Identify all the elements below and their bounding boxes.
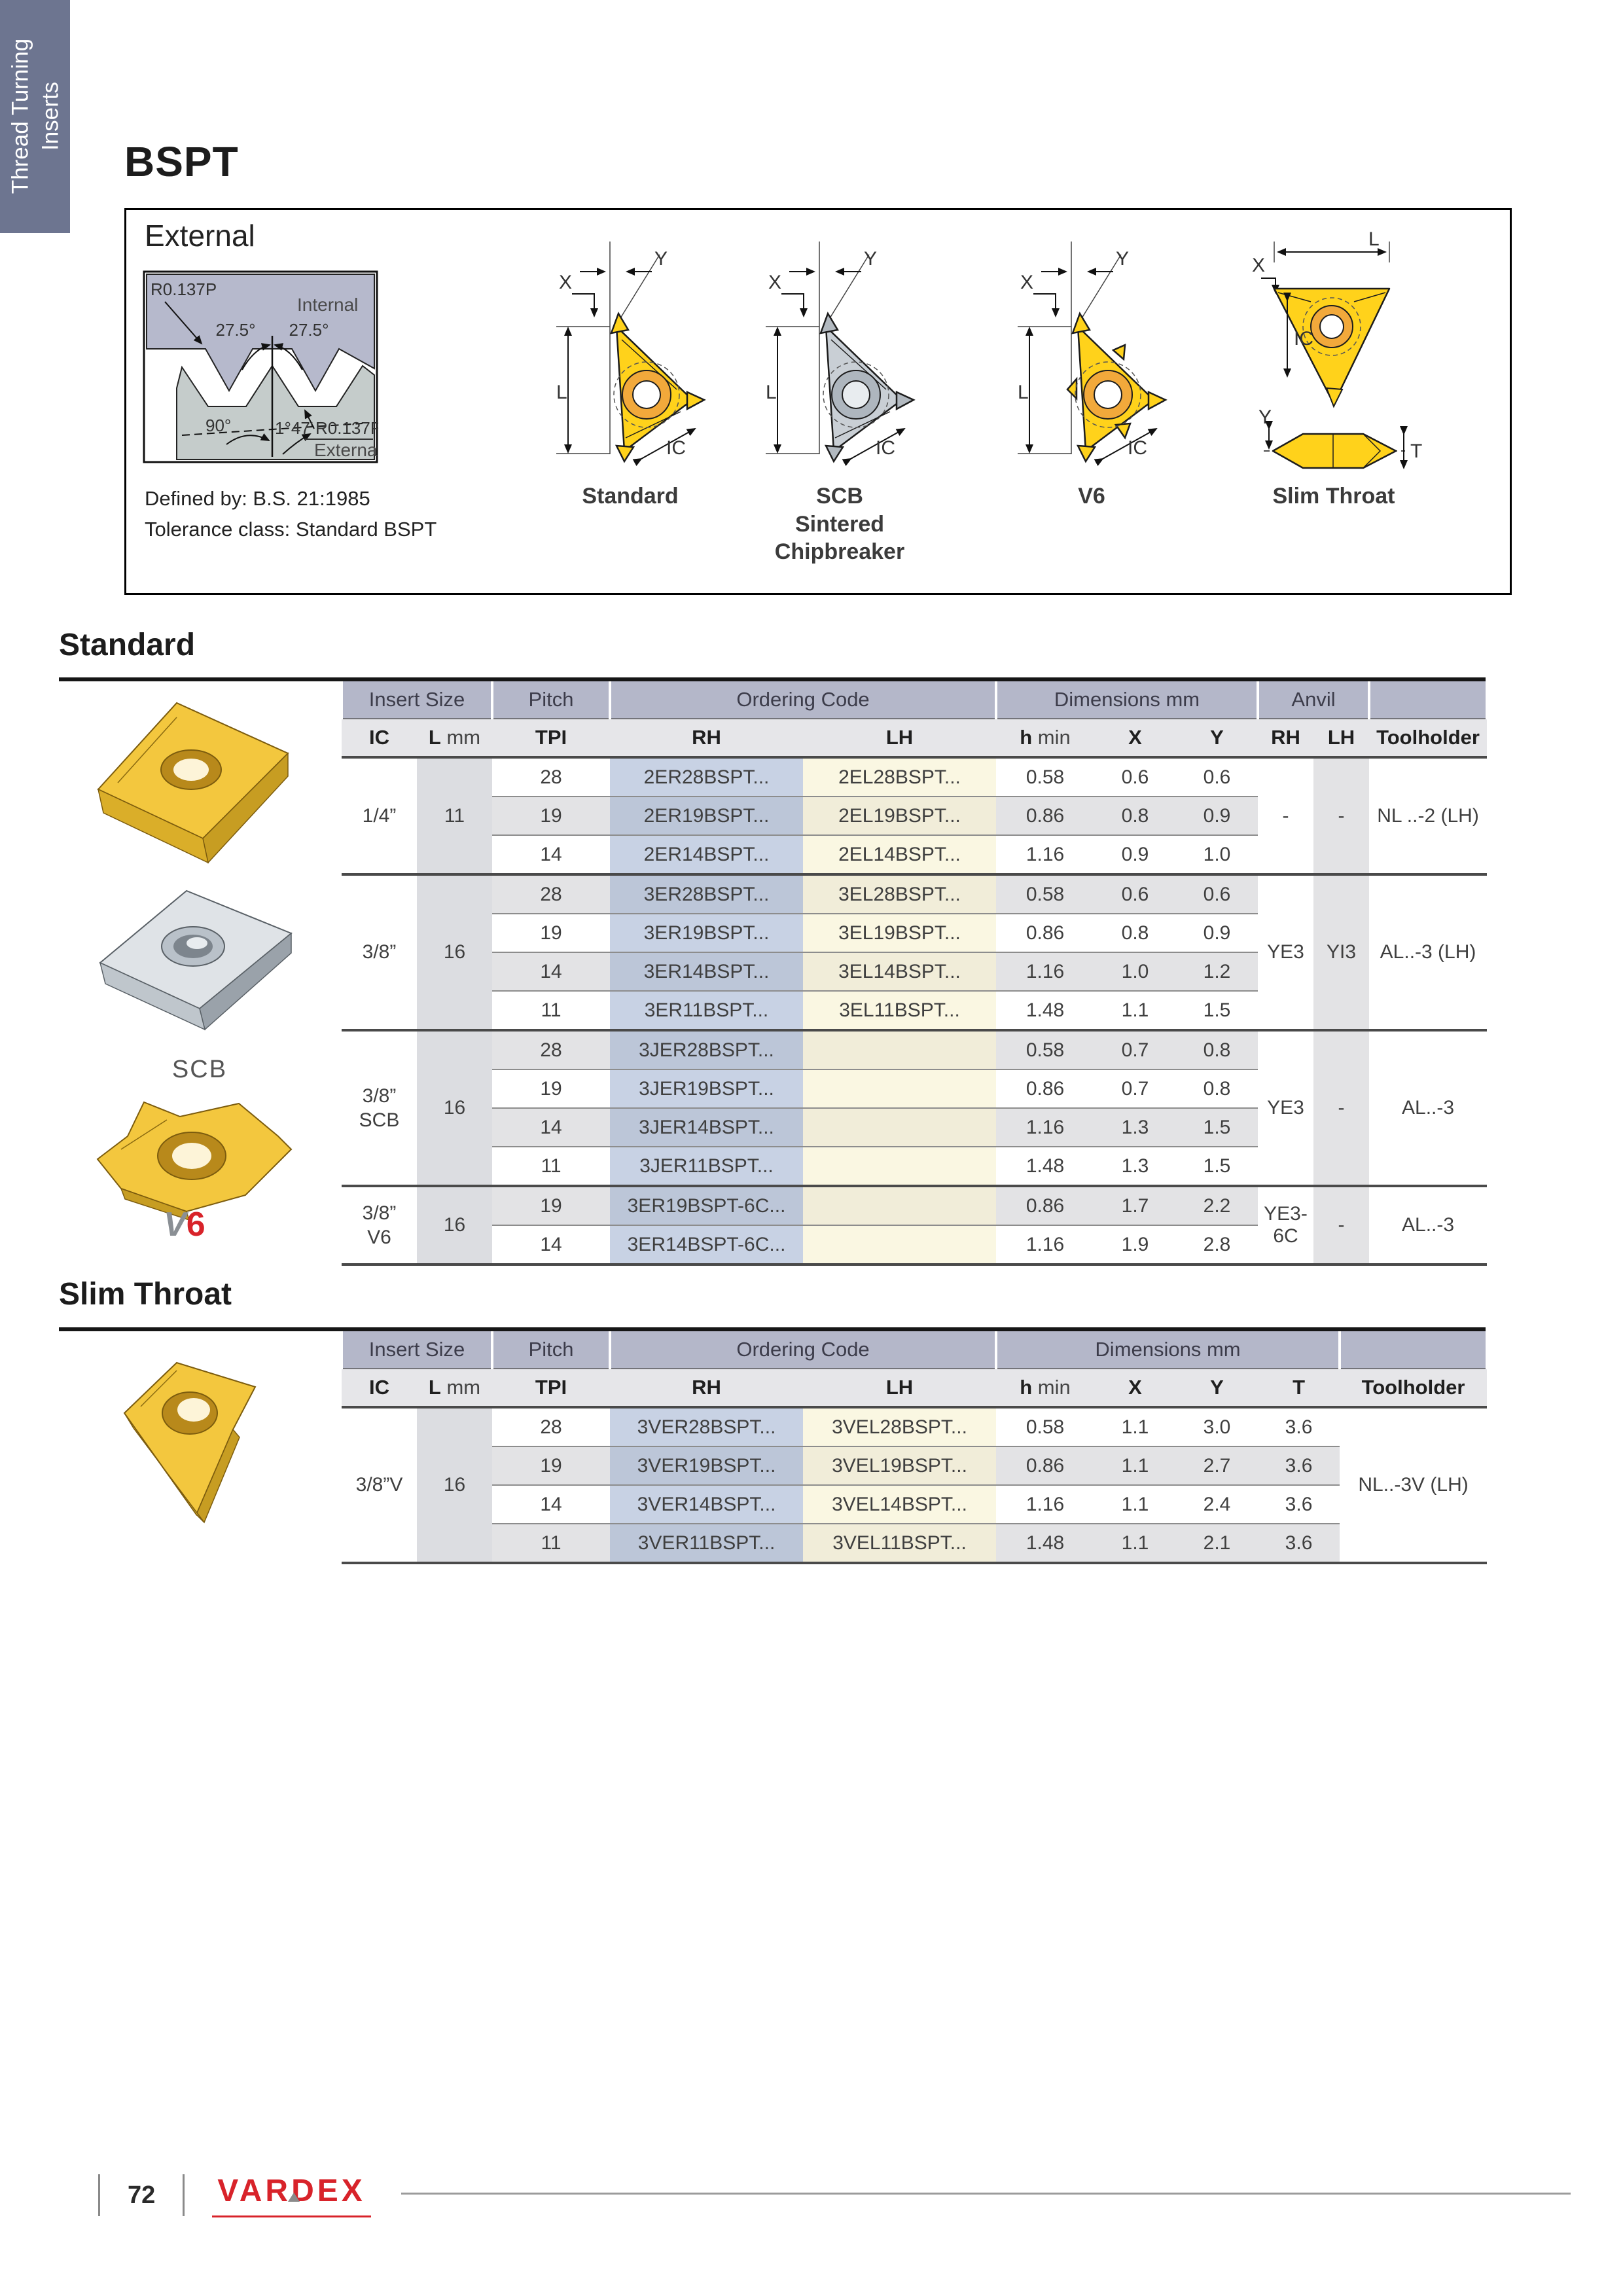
x-cell: 1.1 xyxy=(1094,991,1176,1030)
rh-code-cell: 3JER19BSPT... xyxy=(610,1069,803,1108)
slim-section-title: Slim Throat xyxy=(59,1277,232,1312)
footer-divider xyxy=(98,2174,100,2216)
chapter-tab-line1: Thread Turning xyxy=(7,38,33,194)
h-min-cell: 0.58 xyxy=(996,1407,1094,1446)
group-anvil: Anvil xyxy=(1258,681,1369,719)
dim-y-label: Y xyxy=(1258,406,1272,428)
page-title: BSPT xyxy=(124,138,239,185)
table-row xyxy=(342,1030,1487,1069)
chapter-tab xyxy=(0,0,70,233)
dim-y-label: Y xyxy=(1116,248,1130,270)
col-hmin: h min xyxy=(996,719,1094,757)
external-label: External xyxy=(314,440,378,460)
h-min-cell: 1.48 xyxy=(996,1147,1094,1186)
rh-code-cell: 3ER19BSPT... xyxy=(610,914,803,952)
table-row xyxy=(342,1186,1487,1225)
toolholder-cell: AL..-3 xyxy=(1369,1030,1487,1186)
l-cell: 16 xyxy=(417,874,492,1030)
external-box-title: External xyxy=(145,219,255,253)
ic-cell: 3/8” V6 xyxy=(342,1186,417,1265)
t-cell: 3.6 xyxy=(1258,1407,1340,1446)
h-min-cell: 0.86 xyxy=(996,1069,1094,1108)
slim-throat-table xyxy=(340,1331,1488,1564)
vardex-logo: VARDEX xyxy=(212,2173,370,2217)
y-cell: 1.5 xyxy=(1176,991,1258,1030)
y-cell: 0.9 xyxy=(1176,914,1258,952)
lh-code-cell: 2EL14BSPT... xyxy=(803,835,996,874)
group-empty xyxy=(1340,1331,1487,1369)
col-rh: RH xyxy=(610,1369,803,1407)
tpi-cell: 28 xyxy=(492,874,610,914)
standard-table-wrap xyxy=(59,677,1486,1266)
y-cell: 2.4 xyxy=(1176,1485,1258,1524)
dim-ic-label: IC xyxy=(1128,437,1147,459)
table-row xyxy=(342,1446,1487,1485)
anvil-lh-cell: - xyxy=(1313,757,1369,874)
taper-angle-label: 1°47' xyxy=(275,418,313,438)
slim-caption: Slim Throat xyxy=(1272,484,1395,509)
y-cell: 1.5 xyxy=(1176,1147,1258,1186)
x-cell: 1.9 xyxy=(1094,1225,1176,1265)
rh-code-cell: 3ER14BSPT... xyxy=(610,952,803,991)
y-cell: 2.8 xyxy=(1176,1225,1258,1265)
y-cell: 0.9 xyxy=(1176,797,1258,835)
h-min-cell: 0.58 xyxy=(996,1030,1094,1069)
y-cell: 1.2 xyxy=(1176,952,1258,991)
tpi-cell: 11 xyxy=(492,1524,610,1563)
slim-photo-column xyxy=(59,1331,340,1564)
col-anvil-lh: LH xyxy=(1313,719,1369,757)
rh-code-cell: 2ER19BSPT... xyxy=(610,797,803,835)
col-toolholder: Toolholder xyxy=(1369,719,1487,757)
tpi-cell: 14 xyxy=(492,1108,610,1147)
group-insert-size: Insert Size xyxy=(342,681,492,719)
table-row xyxy=(342,1524,1487,1563)
dim-x-label: X xyxy=(1252,255,1266,276)
rh-code-cell: 2ER28BSPT... xyxy=(610,757,803,797)
group-header-row xyxy=(342,1331,1487,1369)
l-cell: 16 xyxy=(417,1186,492,1265)
tpi-cell: 14 xyxy=(492,952,610,991)
anvil-rh-cell: - xyxy=(1258,757,1313,874)
dim-l-label: L xyxy=(1368,228,1380,250)
dim-ic-label: IC xyxy=(1294,328,1313,350)
footer-rule xyxy=(401,2193,1571,2195)
lh-code-cell: 3EL19BSPT... xyxy=(803,914,996,952)
lh-code-cell: 3EL28BSPT... xyxy=(803,874,996,914)
scb-insert-diagram xyxy=(751,228,928,564)
external-diagram-box xyxy=(124,208,1512,595)
dim-t-label: T xyxy=(1410,440,1423,462)
t-cell: 3.6 xyxy=(1258,1446,1340,1485)
col-rh: RH xyxy=(610,719,803,757)
group-pitch: Pitch xyxy=(492,1331,610,1369)
scb-caption-line1: SCB xyxy=(816,484,863,509)
anvil-rh-cell: YE3-6C xyxy=(1258,1186,1313,1265)
x-cell: 0.9 xyxy=(1094,835,1176,874)
table-row xyxy=(342,1485,1487,1524)
col-lh: LH xyxy=(803,1369,996,1407)
x-cell: 1.1 xyxy=(1094,1407,1176,1446)
standard-section-title: Standard xyxy=(59,628,196,662)
h-min-cell: 0.86 xyxy=(996,797,1094,835)
tpi-cell: 14 xyxy=(492,835,610,874)
tpi-cell: 11 xyxy=(492,1147,610,1186)
ic-cell: 1/4” xyxy=(342,757,417,874)
tpi-cell: 19 xyxy=(492,914,610,952)
x-cell: 0.7 xyxy=(1094,1030,1176,1069)
toolholder-cell: AL..-3 xyxy=(1369,1186,1487,1265)
rh-code-cell: 3JER11BSPT... xyxy=(610,1147,803,1186)
anvil-rh-cell: YE3 xyxy=(1258,874,1313,1030)
rh-code-cell: 2ER14BSPT... xyxy=(610,835,803,874)
group-dimensions: Dimensions mm xyxy=(996,1331,1340,1369)
insert-photo-slim xyxy=(105,1351,275,1537)
y-cell: 3.0 xyxy=(1176,1407,1258,1446)
col-hmin: h min xyxy=(996,1369,1094,1407)
angle-left-label: 27.5° xyxy=(215,320,256,340)
h-min-cell: 1.16 xyxy=(996,1225,1094,1265)
page-number: 72 xyxy=(128,2181,156,2209)
lh-code-cell xyxy=(803,1108,996,1147)
rh-code-cell: 3VER19BSPT... xyxy=(610,1446,803,1485)
x-cell: 0.6 xyxy=(1094,757,1176,797)
group-header-row xyxy=(342,681,1487,719)
tpi-cell: 19 xyxy=(492,1446,610,1485)
col-lh: LH xyxy=(803,719,996,757)
group-ordering-code: Ordering Code xyxy=(610,1331,996,1369)
standard-table xyxy=(340,681,1488,1266)
col-tpi: TPI xyxy=(492,719,610,757)
ic-cell: 3/8”V xyxy=(342,1407,417,1563)
v6-logo xyxy=(164,1205,205,1244)
rh-code-cell: 3JER14BSPT... xyxy=(610,1108,803,1147)
h-min-cell: 1.16 xyxy=(996,1108,1094,1147)
y-cell: 0.8 xyxy=(1176,1030,1258,1069)
v6-logo-6: 6 xyxy=(186,1206,205,1244)
scb-caption-line2: Sintered xyxy=(794,511,885,537)
y-cell: 0.6 xyxy=(1176,874,1258,914)
col-l: L mm xyxy=(417,719,492,757)
lh-code-cell: 3EL11BSPT... xyxy=(803,991,996,1030)
lh-code-cell xyxy=(803,1030,996,1069)
col-y: Y xyxy=(1176,1369,1258,1407)
col-toolholder: Toolholder xyxy=(1340,1369,1487,1407)
lh-code-cell xyxy=(803,1225,996,1265)
lh-code-cell: 2EL28BSPT... xyxy=(803,757,996,797)
l-cell: 16 xyxy=(417,1407,492,1563)
dim-x-label: X xyxy=(559,272,573,293)
rh-code-cell: 3VER14BSPT... xyxy=(610,1485,803,1524)
slim-throat-diagram xyxy=(1232,228,1435,539)
lh-code-cell: 3VEL19BSPT... xyxy=(803,1446,996,1485)
x-cell: 1.7 xyxy=(1094,1186,1176,1225)
scb-caption xyxy=(751,482,928,566)
rh-code-cell: 3JER28BSPT... xyxy=(610,1030,803,1069)
col-l: L mm xyxy=(417,1369,492,1407)
standard-insert-diagram xyxy=(542,228,719,539)
h-min-cell: 1.48 xyxy=(996,1524,1094,1563)
lh-code-cell xyxy=(803,1186,996,1225)
col-ic: IC xyxy=(342,1369,417,1407)
dim-ic-label: IC xyxy=(876,437,895,459)
lh-code-cell: 3VEL11BSPT... xyxy=(803,1524,996,1563)
dim-l-label: L xyxy=(556,382,567,403)
y-cell: 1.5 xyxy=(1176,1108,1258,1147)
footer-divider xyxy=(183,2174,185,2216)
column-header-row xyxy=(342,719,1487,757)
angle-right-label: 27.5° xyxy=(289,320,329,340)
lh-code-cell: 2EL19BSPT... xyxy=(803,797,996,835)
x-cell: 1.0 xyxy=(1094,952,1176,991)
l-cell: 16 xyxy=(417,1030,492,1186)
tpi-cell: 14 xyxy=(492,1485,610,1524)
group-ordering-code: Ordering Code xyxy=(610,681,996,719)
r-label-top: R0.137P xyxy=(151,279,217,299)
col-x: X xyxy=(1094,719,1176,757)
col-anvil-rh: RH xyxy=(1258,719,1313,757)
column-header-row xyxy=(342,1369,1487,1407)
dim-l-label: L xyxy=(766,382,777,403)
h-min-cell: 0.86 xyxy=(996,914,1094,952)
tpi-cell: 11 xyxy=(492,991,610,1030)
y-cell: 2.2 xyxy=(1176,1186,1258,1225)
tpi-cell: 19 xyxy=(492,1186,610,1225)
scb-photo-label: SCB xyxy=(171,1056,228,1083)
x-cell: 1.3 xyxy=(1094,1108,1176,1147)
tolerance-text: Tolerance class: Standard BSPT xyxy=(145,517,437,541)
slim-table-wrap xyxy=(59,1327,1486,1564)
lh-code-cell xyxy=(803,1069,996,1108)
toolholder-cell: AL..-3 (LH) xyxy=(1369,874,1487,1030)
dim-y-label: Y xyxy=(654,248,668,270)
anvil-rh-cell: YE3 xyxy=(1258,1030,1313,1186)
tpi-cell: 14 xyxy=(492,1225,610,1265)
x-cell: 0.8 xyxy=(1094,914,1176,952)
group-pitch: Pitch xyxy=(492,681,610,719)
v6-insert-diagram xyxy=(1003,228,1180,539)
standard-photo-column xyxy=(59,681,340,1266)
x-cell: 0.8 xyxy=(1094,797,1176,835)
dim-y-label: Y xyxy=(864,248,878,270)
l-cell: 11 xyxy=(417,757,492,874)
t-cell: 3.6 xyxy=(1258,1485,1340,1524)
logo-triangle-icon xyxy=(288,2193,300,2202)
lh-code-cell xyxy=(803,1147,996,1186)
h-min-cell: 1.16 xyxy=(996,952,1094,991)
tpi-cell: 19 xyxy=(492,1069,610,1108)
insert-photo-scb xyxy=(82,878,304,1045)
col-tpi: TPI xyxy=(492,1369,610,1407)
tpi-cell: 28 xyxy=(492,1407,610,1446)
x-cell: 1.1 xyxy=(1094,1524,1176,1563)
group-empty xyxy=(1369,681,1487,719)
rh-code-cell: 3ER11BSPT... xyxy=(610,991,803,1030)
x-cell: 0.7 xyxy=(1094,1069,1176,1108)
scb-caption-line3: Chipbreaker xyxy=(774,539,905,564)
y-cell: 2.1 xyxy=(1176,1524,1258,1563)
h-min-cell: 1.16 xyxy=(996,835,1094,874)
ic-cell: 3/8” SCB xyxy=(342,1030,417,1186)
col-y: Y xyxy=(1176,719,1258,757)
anvil-lh-cell: YI3 xyxy=(1313,874,1369,1030)
h-min-cell: 0.86 xyxy=(996,1186,1094,1225)
ic-cell: 3/8” xyxy=(342,874,417,1030)
insert-photo-standard xyxy=(79,691,308,878)
table-row xyxy=(342,757,1487,797)
y-cell: 2.7 xyxy=(1176,1446,1258,1485)
rh-code-cell: 3VER11BSPT... xyxy=(610,1524,803,1563)
chapter-tab-line2: Inserts xyxy=(37,81,63,151)
rh-code-cell: 3VER28BSPT... xyxy=(610,1407,803,1446)
lh-code-cell: 3VEL28BSPT... xyxy=(803,1407,996,1446)
internal-label: Internal xyxy=(297,295,359,315)
table-row xyxy=(342,1407,1487,1446)
angle-90-label: 90° xyxy=(205,416,232,435)
dim-x-label: X xyxy=(1020,272,1034,293)
rh-code-cell: 3ER28BSPT... xyxy=(610,874,803,914)
lh-code-cell: 3EL14BSPT... xyxy=(803,952,996,991)
dim-ic-label: IC xyxy=(666,437,686,459)
toolholder-cell: NL ..-2 (LH) xyxy=(1369,757,1487,874)
v6-logo-v: V xyxy=(164,1206,187,1244)
dim-l-label: L xyxy=(1018,382,1029,403)
r-label-bottom: R0.137P xyxy=(315,418,378,438)
group-dimensions: Dimensions mm xyxy=(996,681,1258,719)
col-ic: IC xyxy=(342,719,417,757)
col-t: T xyxy=(1258,1369,1340,1407)
tpi-cell: 19 xyxy=(492,797,610,835)
col-x: X xyxy=(1094,1369,1176,1407)
x-cell: 1.1 xyxy=(1094,1446,1176,1485)
h-min-cell: 1.48 xyxy=(996,991,1094,1030)
x-cell: 1.1 xyxy=(1094,1485,1176,1524)
dim-x-label: X xyxy=(768,272,782,293)
thread-profile-diagram xyxy=(143,270,378,467)
standard-caption: Standard xyxy=(582,484,679,509)
tpi-cell: 28 xyxy=(492,757,610,797)
page-footer xyxy=(98,2173,1571,2217)
x-cell: 0.6 xyxy=(1094,874,1176,914)
table-row xyxy=(342,874,1487,914)
h-min-cell: 0.58 xyxy=(996,874,1094,914)
anvil-lh-cell: - xyxy=(1313,1186,1369,1265)
h-min-cell: 0.58 xyxy=(996,757,1094,797)
anvil-lh-cell: - xyxy=(1313,1030,1369,1186)
t-cell: 3.6 xyxy=(1258,1524,1340,1563)
rh-code-cell: 3ER19BSPT-6C... xyxy=(610,1186,803,1225)
tpi-cell: 28 xyxy=(492,1030,610,1069)
h-min-cell: 1.16 xyxy=(996,1485,1094,1524)
lh-code-cell: 3VEL14BSPT... xyxy=(803,1485,996,1524)
standard-definition xyxy=(145,484,437,545)
y-cell: 0.6 xyxy=(1176,757,1258,797)
y-cell: 1.0 xyxy=(1176,835,1258,874)
toolholder-cell: NL..-3V (LH) xyxy=(1340,1407,1487,1563)
rh-code-cell: 3ER14BSPT-6C... xyxy=(610,1225,803,1265)
defined-by-text: Defined by: B.S. 21:1985 xyxy=(145,487,370,510)
v6-caption: V6 xyxy=(1078,484,1105,509)
h-min-cell: 0.86 xyxy=(996,1446,1094,1485)
group-insert-size: Insert Size xyxy=(342,1331,492,1369)
y-cell: 0.8 xyxy=(1176,1069,1258,1108)
x-cell: 1.3 xyxy=(1094,1147,1176,1186)
